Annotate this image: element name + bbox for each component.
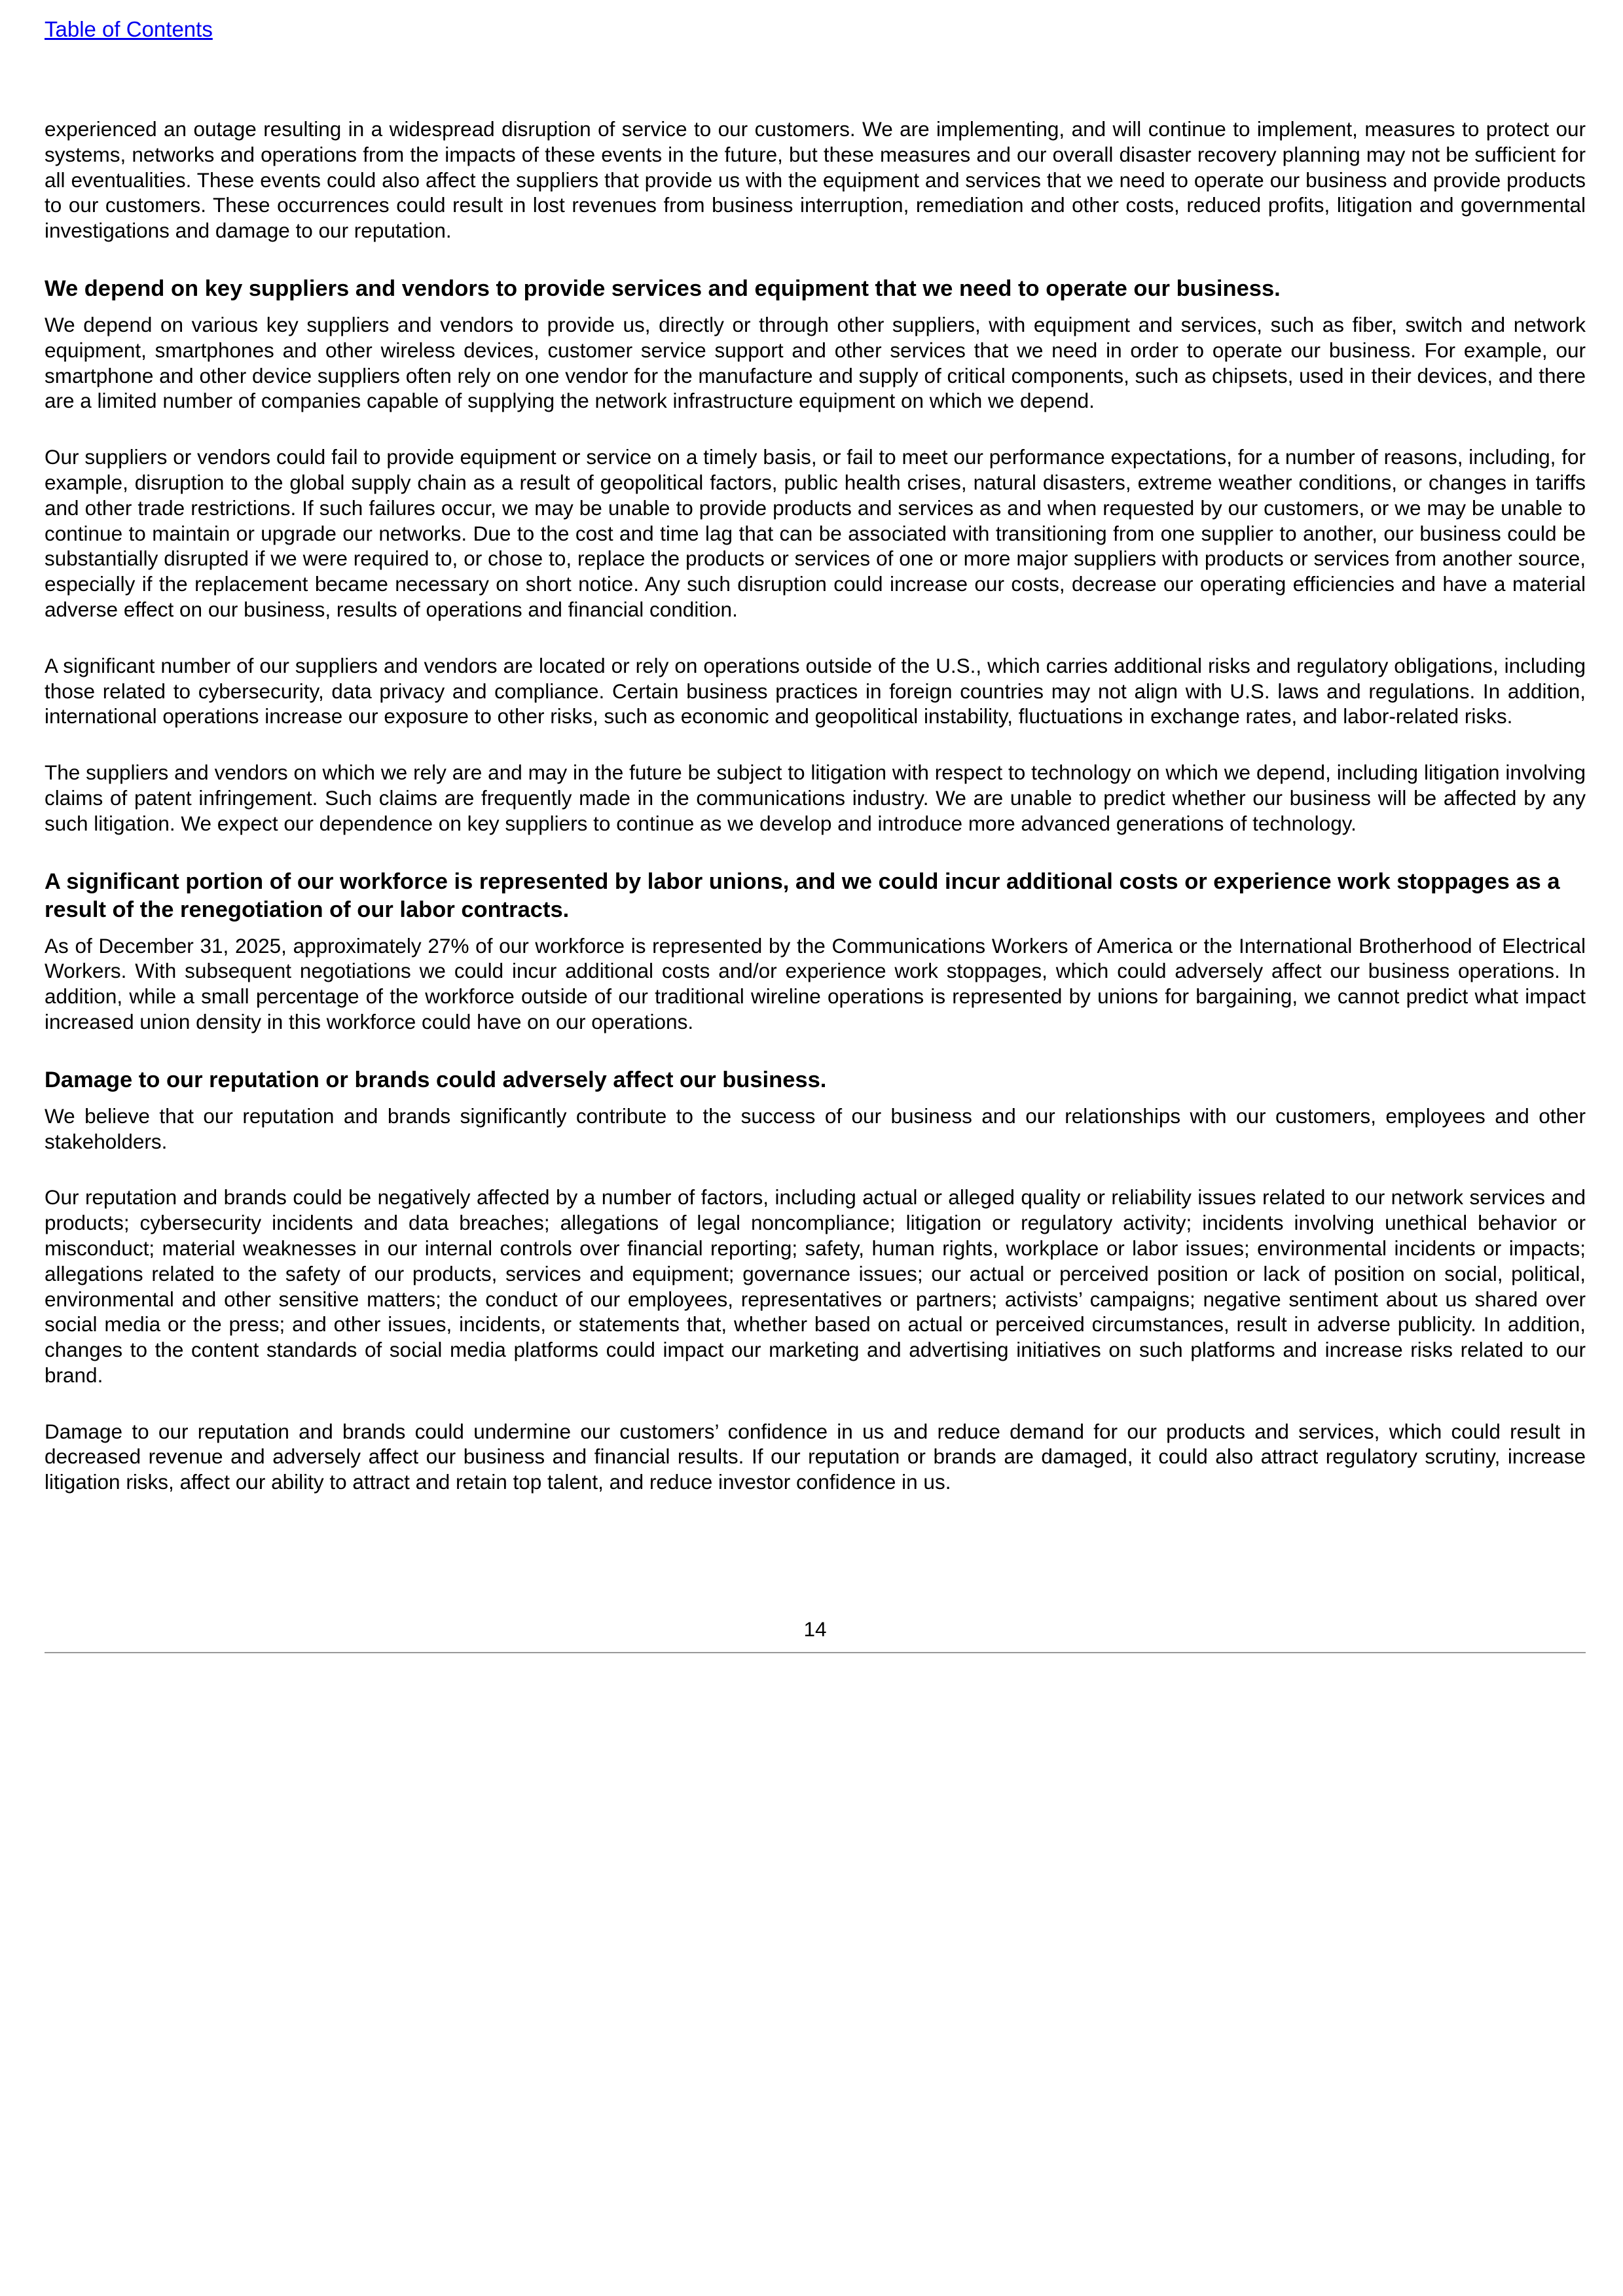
table-of-contents-link[interactable]: Table of Contents [45,17,213,41]
paragraph-supplier-litigation: The suppliers and vendors on which we rely are and may in the future be subject to litigation with respect to technology on which we depend, including litigation involving claims of patent infringement. Such claims are frequently made in the communications industry. We are unable to predict whether our business will be affected by any such litigation. We expect our dependence on key suppliers to continue as we develop and introduce more advanced generations of technology. [45,761,1586,835]
heading-key-suppliers: We depend on key suppliers and vendors to provide services and equipment that we need to operate our business. [45,276,1281,301]
heading-labor-unions: A significant portion of our workforce is represented by labor unions, and we could incur additional costs or experience work stoppages as a result of the renegotiation of our labor contracts. [45,869,1560,922]
paragraph-supplier-failures: Our suppliers or vendors could fail to provide equipment or service on a timely basis, or fail to meet our performance expectations, for a number of reasons, including, for example, disruption to the global supply chain as a result of geopolitical factors, public health crises, natural disasters, extreme weather conditions, or changes in tariffs and other trade restrictions. If such failures occur, we may be unable to provide products and services as and when requested by our customers, or we may be unable to continue to maintain or upgrade our networks. Due to the cost and time lag that can be associated with transitioning from one supplier to another, our business could be substantially disrupted if we were required to, or chose to, replace the products or services of one or more major suppliers with products or services from another source, especially if the replacement became necessary on short notice. Any such disruption could increase our costs, decrease our operating efficiencies and have a material adverse effect on our business, results of operations and financial condition. [45,445,1586,621]
paragraph-reputation-damage: Damage to our reputation and brands could undermine our customers’ confidence in us and reduce demand for our products and services, which could result in decreased revenue and adversely affect our business and financial results. If our reputation or brands are damaged, it could also attract regulatory scrutiny, increase litigation risks, affect our ability to attract and retain top talent, and reduce investor confidence in us. [45,1419,1586,1494]
paragraph-reputation-factors: Our reputation and brands could be negatively affected by a number of factors, including actual or alleged quality or reliability issues related to our network services and products; cybersecurity incidents and data breaches; allegations of legal noncompliance; litigation or regulatory activity; incidents involving unethical behavior or misconduct; material weaknesses in our internal controls over financial reporting; safety, human rights, workplace or labor issues; environmental incidents or impacts; allegations related to the safety of our products, services and equipment; governance issues; our actual or perceived position or lack of position on social, political, environmental and other sensitive matters; the conduct of our employees, representatives or partners; activists’ campaigns; negative sentiment about us shared over social media or the press; and other issues, incidents, or statements that, whether based on actual or perceived circumstances, result in adverse publicity. In addition, changes to the content standards of social media platforms could impact our marketing and advertising initiatives on such platforms and increase risks related to our brand. [45,1185,1586,1387]
footer-divider [45,1652,1586,1653]
page-footer [45,1617,1586,1653]
paragraph-outage-impact: experienced an outage resulting in a widespread disruption of service to our customers. We are implementing, and will continue to implement, measures to protect our systems, networks and operations from the impacts of these events in the future, but these measures and our overall disaster recovery planning may not be sufficient for all eventualities. These events could also affect the suppliers that provide us with the equipment and services that we need to operate our business and provide products to our customers. These occurrences could result in lost revenues from business interruption, remediation and other costs, reduced profits, litigation and governmental investigations and damage to our reputation. [45,117,1586,243]
heading-reputation: Damage to our reputation or brands could adversely affect our business. [45,1067,827,1092]
paragraph-reputation-importance: We believe that our reputation and brands significantly contribute to the success of our business and our relationships with our customers, employees and other stakeholders. [45,1103,1586,1153]
paragraph-supplier-dependence: We depend on various key suppliers and vendors to provide us, directly or through other suppliers, with equipment and services, such as fiber, switch and network equipment, smartphones and other wireless devices, customer service support and other services that we need in order to operate our business. For example, our smartphone and other device suppliers often rely on one vendor for the manufacture and supply of critical components, such as chipsets, used in their devices, and there are a limited number of companies capable of supplying the network infrastructure equipment on which we depend. [45,312,1586,413]
page-number: 14 [803,1617,827,1641]
paragraph-foreign-operations: A significant number of our suppliers and vendors are located or rely on operations outside of the U.S., which carries additional risks and regulatory obligations, including those related to cybersecurity, data privacy and compliance. Certain business practices in foreign countries may not align with U.S. laws and regulations. In addition, international operations increase our exposure to other risks, such as economic and geopolitical instability, fluctuations in exchange rates, and labor-related risks. [45,653,1586,728]
paragraph-union-workforce: As of December 31, 2025, approximately 27% of our workforce is represented by the Communications Workers of America or the International Brotherhood of Electrical Workers. With subsequent negotiations we could incur additional costs and/or experience work stoppages, which could adversely affect our business operations. In addition, while a small percentage of the workforce outside of our traditional wireline operations is represented by unions for bargaining, we cannot predict what impact increased union density in this workforce could have on our operations. [45,933,1586,1033]
document-body [45,117,1586,1526]
